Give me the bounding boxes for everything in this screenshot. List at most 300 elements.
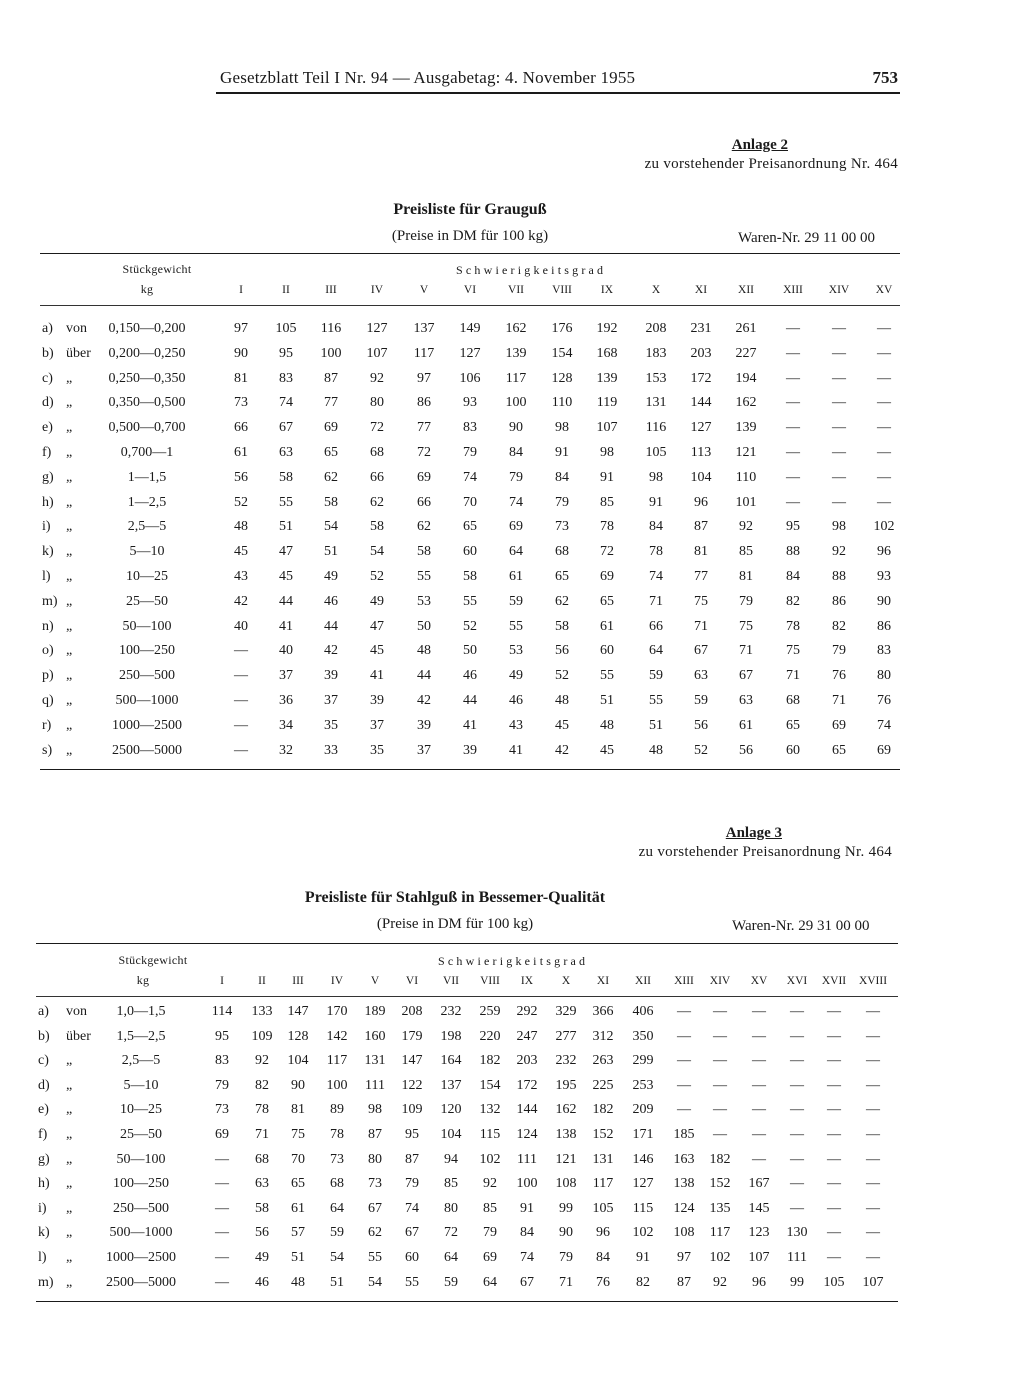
price-cell: 78: [649, 544, 663, 559]
price-cell: 62: [417, 519, 431, 534]
price-cell: 122: [401, 1078, 423, 1093]
price-cell: 49: [370, 594, 384, 609]
price-cell: —: [677, 1102, 691, 1117]
row-weight-range: 1—1,5: [127, 470, 167, 485]
price-cell: —: [827, 1225, 841, 1240]
price-cell: 55: [405, 1275, 419, 1290]
price-cell: 73: [555, 519, 569, 534]
price-cell: —: [832, 420, 846, 435]
price-cell: 93: [877, 569, 891, 584]
price-cell: —: [877, 395, 891, 410]
row-qualifier: „: [66, 1176, 73, 1191]
price-cell: 90: [509, 420, 523, 435]
price-cell: 74: [279, 395, 293, 410]
price-cell: 71: [255, 1127, 269, 1142]
price-cell: 162: [505, 321, 527, 336]
row-weight-range: 0,150—0,200: [108, 321, 186, 336]
column-header-viii: VIII: [480, 975, 500, 987]
price-cell: —: [786, 346, 800, 361]
row-label: e): [38, 1102, 49, 1117]
price-cell: 61: [234, 445, 248, 460]
row-qualifier: „: [66, 395, 73, 410]
price-cell: 113: [690, 445, 712, 460]
price-cell: 120: [440, 1102, 462, 1117]
price-cell: —: [790, 1152, 804, 1167]
price-cell: 50: [417, 619, 431, 634]
price-cell: 70: [463, 495, 477, 510]
row-qualifier: „: [66, 693, 73, 708]
price-cell: 139: [596, 371, 618, 386]
price-cell: 79: [483, 1225, 497, 1240]
table-row: [0, 1176, 1024, 1198]
price-cell: 406: [632, 1004, 654, 1019]
price-cell: 50: [463, 643, 477, 658]
price-cell: —: [215, 1250, 229, 1265]
price-cell: 39: [324, 668, 338, 683]
price-cell: —: [832, 371, 846, 386]
price-cell: 82: [255, 1078, 269, 1093]
price-cell: 350: [632, 1029, 654, 1044]
price-cell: 45: [370, 643, 384, 658]
price-cell: 135: [709, 1201, 731, 1216]
price-cell: 46: [324, 594, 338, 609]
price-cell: 124: [516, 1127, 538, 1142]
row-qualifier: „: [66, 718, 73, 733]
price-cell: 63: [739, 693, 753, 708]
price-cell: 92: [255, 1053, 269, 1068]
column-header-v: V: [419, 284, 429, 296]
table-1-top-rule: [40, 253, 900, 254]
price-cell: —: [234, 743, 248, 758]
price-cell: 42: [234, 594, 248, 609]
price-cell: 152: [592, 1127, 614, 1142]
price-cell: 34: [279, 718, 293, 733]
price-cell: —: [752, 1152, 766, 1167]
table-row: [0, 470, 1024, 492]
price-cell: —: [786, 420, 800, 435]
price-cell: —: [786, 470, 800, 485]
row-label: i): [42, 519, 51, 534]
row-weight-range: 0,250—0,350: [108, 371, 186, 386]
price-cell: 75: [694, 594, 708, 609]
price-cell: 37: [417, 743, 431, 758]
price-cell: 115: [479, 1127, 501, 1142]
price-cell: 55: [649, 693, 663, 708]
table-1-bottom-rule: [40, 769, 900, 770]
price-cell: 117: [326, 1053, 348, 1068]
price-cell: 144: [516, 1102, 538, 1117]
price-cell: 32: [279, 743, 293, 758]
price-cell: 46: [463, 668, 477, 683]
row-weight-range: 100—250: [119, 643, 175, 658]
price-cell: 46: [255, 1275, 269, 1290]
column-header-iv: IV: [330, 975, 344, 987]
table-row: [0, 1078, 1024, 1100]
price-cell: 62: [368, 1225, 382, 1240]
price-cell: 106: [459, 371, 481, 386]
table-row: [0, 1250, 1024, 1272]
anlage-3-label: Anlage 3: [725, 825, 782, 841]
price-cell: 85: [444, 1176, 458, 1191]
price-cell: —: [866, 1152, 880, 1167]
price-cell: 82: [786, 594, 800, 609]
price-cell: —: [790, 1004, 804, 1019]
row-qualifier: über: [66, 346, 91, 361]
price-cell: 111: [365, 1078, 385, 1093]
price-cell: 44: [417, 668, 431, 683]
table-row: [0, 420, 1024, 442]
price-cell: 71: [739, 643, 753, 658]
row-qualifier: „: [66, 619, 73, 634]
price-cell: 53: [509, 643, 523, 658]
price-cell: 60: [405, 1250, 419, 1265]
row-qualifier: „: [66, 1078, 73, 1093]
price-cell: 93: [463, 395, 477, 410]
row-qualifier: „: [66, 668, 73, 683]
price-cell: 96: [694, 495, 708, 510]
table-2-weight-unit: kg: [136, 973, 150, 987]
row-qualifier: von: [66, 1004, 87, 1019]
price-cell: 168: [596, 346, 618, 361]
price-cell: 80: [444, 1201, 458, 1216]
price-cell: —: [713, 1029, 727, 1044]
price-cell: 69: [600, 569, 614, 584]
price-cell: 130: [786, 1225, 808, 1240]
price-cell: 67: [694, 643, 708, 658]
price-cell: 102: [873, 519, 895, 534]
price-cell: —: [866, 1176, 880, 1191]
price-cell: 91: [649, 495, 663, 510]
price-cell: —: [752, 1102, 766, 1117]
row-qualifier: „: [66, 743, 73, 758]
price-cell: 71: [786, 668, 800, 683]
price-cell: 73: [234, 395, 248, 410]
price-cell: 45: [555, 718, 569, 733]
price-cell: 54: [368, 1275, 382, 1290]
column-header-xii: XII: [738, 284, 754, 296]
price-cell: 47: [279, 544, 293, 559]
price-cell: 51: [649, 718, 663, 733]
price-cell: —: [790, 1201, 804, 1216]
price-cell: 60: [786, 743, 800, 758]
table-1-header-rule: [40, 305, 900, 306]
price-cell: —: [832, 346, 846, 361]
price-cell: 263: [592, 1053, 614, 1068]
price-cell: 83: [215, 1053, 229, 1068]
price-cell: 110: [735, 470, 757, 485]
row-weight-range: 1000—2500: [106, 1250, 176, 1265]
row-label: n): [42, 619, 54, 634]
price-cell: 74: [509, 495, 523, 510]
price-cell: —: [827, 1004, 841, 1019]
price-cell: —: [713, 1053, 727, 1068]
price-cell: 139: [505, 346, 527, 361]
price-cell: 107: [748, 1250, 770, 1265]
price-cell: 59: [649, 668, 663, 683]
price-cell: 74: [877, 718, 891, 733]
page-header: [220, 68, 900, 90]
price-cell: 97: [417, 371, 431, 386]
column-header-iii: III: [325, 284, 337, 296]
price-cell: 58: [279, 470, 293, 485]
price-cell: 68: [330, 1176, 344, 1191]
price-cell: 67: [279, 420, 293, 435]
price-cell: 64: [509, 544, 523, 559]
price-cell: 72: [370, 420, 384, 435]
row-weight-range: 1,5—2,5: [116, 1029, 166, 1044]
table-2-bottom-rule: [36, 1301, 898, 1302]
price-cell: —: [215, 1275, 229, 1290]
price-cell: 123: [748, 1225, 770, 1240]
price-cell: 69: [417, 470, 431, 485]
table-row: [0, 743, 1024, 765]
price-cell: 45: [600, 743, 614, 758]
price-cell: 65: [600, 594, 614, 609]
row-label: l): [38, 1250, 47, 1265]
price-cell: 82: [832, 619, 846, 634]
price-cell: —: [786, 495, 800, 510]
column-header-vii: VII: [508, 284, 524, 296]
price-cell: 49: [255, 1250, 269, 1265]
price-cell: 52: [555, 668, 569, 683]
row-qualifier: von: [66, 321, 87, 336]
price-cell: 172: [690, 371, 712, 386]
price-cell: 62: [370, 495, 384, 510]
price-cell: 43: [509, 718, 523, 733]
price-cell: 69: [509, 519, 523, 534]
price-cell: 64: [330, 1201, 344, 1216]
price-cell: —: [877, 420, 891, 435]
price-cell: 81: [234, 371, 248, 386]
price-cell: 179: [401, 1029, 423, 1044]
price-cell: 163: [673, 1152, 695, 1167]
table-row: [0, 1275, 1024, 1297]
column-header-vi: VI: [405, 975, 419, 987]
price-cell: 57: [291, 1225, 305, 1240]
row-label: m): [42, 594, 58, 609]
price-cell: —: [866, 1004, 880, 1019]
price-cell: 55: [463, 594, 477, 609]
price-cell: 54: [324, 519, 338, 534]
price-cell: 84: [649, 519, 663, 534]
price-cell: 162: [555, 1102, 577, 1117]
price-cell: 48: [291, 1275, 305, 1290]
price-cell: 144: [690, 395, 712, 410]
row-qualifier: „: [66, 371, 73, 386]
price-cell: 247: [516, 1029, 538, 1044]
price-cell: 44: [279, 594, 293, 609]
price-cell: 225: [592, 1078, 614, 1093]
table-row: [0, 1029, 1024, 1051]
price-cell: 54: [330, 1250, 344, 1265]
row-label: g): [38, 1152, 50, 1167]
table-row: [0, 1225, 1024, 1247]
price-cell: 58: [370, 519, 384, 534]
column-header-xi: XI: [694, 284, 708, 296]
price-cell: 149: [459, 321, 481, 336]
table-2-title: Preisliste für Stahlguß in Bessemer-Qualität: [304, 889, 606, 906]
price-cell: 182: [479, 1053, 501, 1068]
price-cell: —: [832, 445, 846, 460]
row-label: k): [42, 544, 54, 559]
price-cell: —: [677, 1078, 691, 1093]
price-cell: 162: [735, 395, 757, 410]
price-cell: 33: [324, 743, 338, 758]
price-cell: 66: [234, 420, 248, 435]
price-cell: 90: [291, 1078, 305, 1093]
price-cell: 131: [364, 1053, 386, 1068]
price-cell: 88: [832, 569, 846, 584]
price-cell: 154: [551, 346, 573, 361]
price-cell: —: [827, 1201, 841, 1216]
price-cell: 127: [366, 321, 388, 336]
price-cell: 97: [677, 1250, 691, 1265]
price-cell: 37: [279, 668, 293, 683]
price-cell: 67: [739, 668, 753, 683]
price-cell: 227: [735, 346, 757, 361]
price-cell: —: [234, 668, 248, 683]
table-row: [0, 371, 1024, 393]
table-row: [0, 718, 1024, 740]
price-cell: 77: [694, 569, 708, 584]
price-cell: 52: [694, 743, 708, 758]
price-cell: 66: [417, 495, 431, 510]
price-cell: 277: [555, 1029, 577, 1044]
price-cell: —: [866, 1102, 880, 1117]
column-header-xv: XV: [750, 975, 768, 987]
price-cell: —: [790, 1176, 804, 1191]
price-cell: 127: [632, 1176, 654, 1191]
price-cell: 62: [555, 594, 569, 609]
price-cell: 75: [739, 619, 753, 634]
price-cell: 95: [405, 1127, 419, 1142]
price-cell: —: [677, 1053, 691, 1068]
price-cell: 39: [417, 718, 431, 733]
price-cell: 102: [479, 1152, 501, 1167]
table-1-waren-nr: Waren-Nr. 29 11 00 00: [738, 230, 875, 246]
price-cell: 61: [509, 569, 523, 584]
row-label: d): [38, 1078, 50, 1093]
column-header-xvii: XVII: [821, 975, 847, 987]
table-row: [0, 1201, 1024, 1223]
price-cell: 89: [330, 1102, 344, 1117]
price-cell: 74: [520, 1250, 534, 1265]
price-cell: 209: [632, 1102, 654, 1117]
price-cell: 62: [324, 470, 338, 485]
price-cell: 66: [649, 619, 663, 634]
price-cell: 40: [279, 643, 293, 658]
price-cell: 132: [479, 1102, 501, 1117]
price-cell: 68: [786, 693, 800, 708]
price-cell: —: [877, 470, 891, 485]
price-cell: 366: [592, 1004, 614, 1019]
price-cell: 137: [440, 1078, 462, 1093]
price-cell: 79: [555, 495, 569, 510]
row-weight-range: 2500—5000: [112, 743, 182, 758]
price-cell: 192: [596, 321, 618, 336]
row-qualifier: „: [66, 470, 73, 485]
price-cell: —: [790, 1053, 804, 1068]
column-header-xii: XII: [635, 975, 651, 987]
price-cell: 164: [440, 1053, 462, 1068]
price-cell: 48: [600, 718, 614, 733]
price-cell: 79: [405, 1176, 419, 1191]
price-cell: 85: [483, 1201, 497, 1216]
column-header-xv: XV: [875, 284, 893, 296]
price-cell: —: [215, 1176, 229, 1191]
price-cell: 80: [368, 1152, 382, 1167]
price-cell: 131: [592, 1152, 614, 1167]
price-cell: 56: [555, 643, 569, 658]
price-cell: —: [877, 445, 891, 460]
price-cell: 35: [370, 743, 384, 758]
price-cell: 80: [877, 668, 891, 683]
price-cell: 66: [370, 470, 384, 485]
price-cell: 95: [786, 519, 800, 534]
row-label: k): [38, 1225, 50, 1240]
row-qualifier: „: [66, 643, 73, 658]
price-cell: 88: [786, 544, 800, 559]
price-cell: 48: [234, 519, 248, 534]
row-label: i): [38, 1201, 47, 1216]
price-cell: 91: [636, 1250, 650, 1265]
price-cell: —: [827, 1152, 841, 1167]
price-cell: 138: [555, 1127, 577, 1142]
row-qualifier: „: [66, 1275, 73, 1290]
table-1-weight-unit: kg: [140, 282, 154, 296]
price-cell: 41: [463, 718, 477, 733]
price-cell: 84: [509, 445, 523, 460]
price-cell: 220: [479, 1029, 501, 1044]
price-cell: 105: [645, 445, 667, 460]
row-weight-range: 1000—2500: [112, 718, 182, 733]
price-cell: 160: [364, 1029, 386, 1044]
price-cell: 185: [673, 1127, 695, 1142]
price-cell: 82: [636, 1275, 650, 1290]
price-cell: —: [215, 1225, 229, 1240]
price-cell: 51: [600, 693, 614, 708]
row-label: h): [38, 1176, 50, 1191]
price-cell: 127: [690, 420, 712, 435]
price-cell: 65: [555, 569, 569, 584]
row-label: r): [42, 718, 52, 733]
price-cell: 117: [413, 346, 435, 361]
price-cell: 85: [600, 495, 614, 510]
price-cell: 48: [417, 643, 431, 658]
price-cell: 100: [326, 1078, 348, 1093]
price-cell: 39: [370, 693, 384, 708]
row-label: m): [38, 1275, 54, 1290]
price-cell: —: [752, 1004, 766, 1019]
price-cell: 195: [555, 1078, 577, 1093]
row-label: l): [42, 569, 51, 584]
price-cell: 111: [517, 1152, 537, 1167]
price-cell: 69: [324, 420, 338, 435]
column-header-i: I: [220, 975, 224, 987]
row-qualifier: über: [66, 1029, 91, 1044]
price-cell: 92: [832, 544, 846, 559]
column-header-xvi: XVI: [786, 975, 808, 987]
price-cell: —: [827, 1102, 841, 1117]
price-cell: 104: [287, 1053, 309, 1068]
price-cell: —: [786, 371, 800, 386]
price-cell: 329: [555, 1004, 577, 1019]
price-cell: 59: [330, 1225, 344, 1240]
price-cell: 176: [551, 321, 573, 336]
price-cell: 42: [417, 693, 431, 708]
table-1-weight-header: Stückgewicht: [122, 262, 192, 276]
price-cell: 77: [324, 395, 338, 410]
